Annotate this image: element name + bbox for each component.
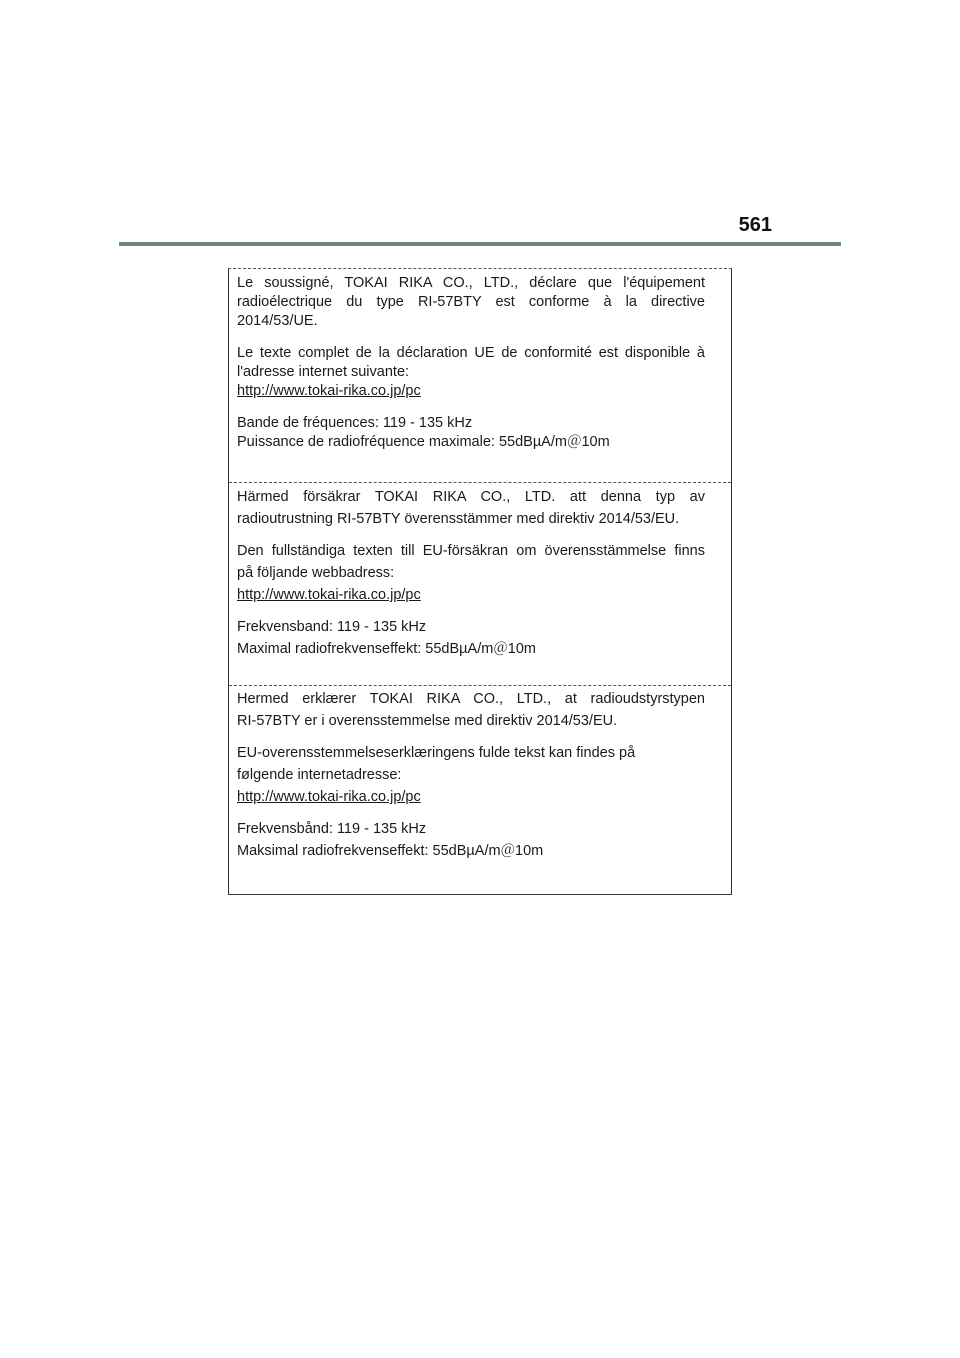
da-text-line-1: EU-overensstemmelseserklæringens fulde tekst kan findes på bbox=[237, 745, 636, 761]
da-declaration-link[interactable]: http://www.tokai-rika.co.jp/pc bbox=[237, 789, 421, 805]
swedish-declaration bbox=[237, 486, 705, 660]
section-divider bbox=[229, 685, 731, 686]
french-declaration bbox=[237, 274, 705, 452]
da-frequency-band: Frekvensbånd: 119 - 135 kHz bbox=[237, 821, 427, 837]
sv-text-line-1: Den fullständiga texten till EU-försäkran om överensstämmelse finns bbox=[237, 543, 705, 559]
fr-declaration-link[interactable]: http://www.tokai-rika.co.jp/pc bbox=[237, 383, 421, 399]
fr-text-line-1: Le texte complet de la déclaration UE de conformité est disponible à bbox=[237, 345, 705, 361]
page-number: 561 bbox=[738, 214, 772, 236]
da-max-power: Maksimal radiofrekvenseffekt: 55dBµA/m＠10m bbox=[237, 843, 544, 859]
fr-decl-line-2: radioélectrique du type RI-57BTY est conforme à la directive bbox=[237, 294, 705, 310]
sv-decl-line-1: Härmed försäkrar TOKAI RIKA CO., LTD. att denna typ av bbox=[237, 489, 705, 505]
sv-decl-line-2: radioutrustning RI-57BTY överensstämmer med direktiv 2014/53/EU. bbox=[237, 511, 680, 527]
sv-max-power: Maximal radiofrekvenseffekt: 55dBµA/m＠10m bbox=[237, 641, 537, 657]
da-decl-line-1: Hermed erklærer TOKAI RIKA CO., LTD., at radioudstyrstypen bbox=[237, 691, 705, 707]
declaration-box bbox=[228, 268, 732, 895]
section-divider bbox=[229, 482, 731, 483]
sv-declaration-link[interactable]: http://www.tokai-rika.co.jp/pc bbox=[237, 587, 421, 603]
da-text-line-2: følgende internetadresse: bbox=[237, 767, 402, 783]
sv-text-line-2: på följande webbadress: bbox=[237, 565, 395, 581]
fr-decl-line-1: Le soussigné, TOKAI RIKA CO., LTD., déclare que l'équipement bbox=[237, 275, 705, 291]
fr-frequency-band: Bande de fréquences: 119 - 135 kHz bbox=[237, 415, 473, 431]
danish-declaration bbox=[237, 688, 705, 862]
da-decl-line-2: RI-57BTY er i overensstemmelse med direktiv 2014/53/EU. bbox=[237, 713, 618, 729]
header-rule bbox=[119, 242, 841, 246]
fr-text-line-2: l'adresse internet suivante: bbox=[237, 364, 410, 380]
fr-max-power: Puissance de radiofréquence maximale: 55dBµA/m＠10m bbox=[237, 434, 610, 450]
sv-frequency-band: Frekvensband: 119 - 135 kHz bbox=[237, 619, 427, 635]
fr-decl-line-3: 2014/53/UE. bbox=[237, 313, 318, 329]
